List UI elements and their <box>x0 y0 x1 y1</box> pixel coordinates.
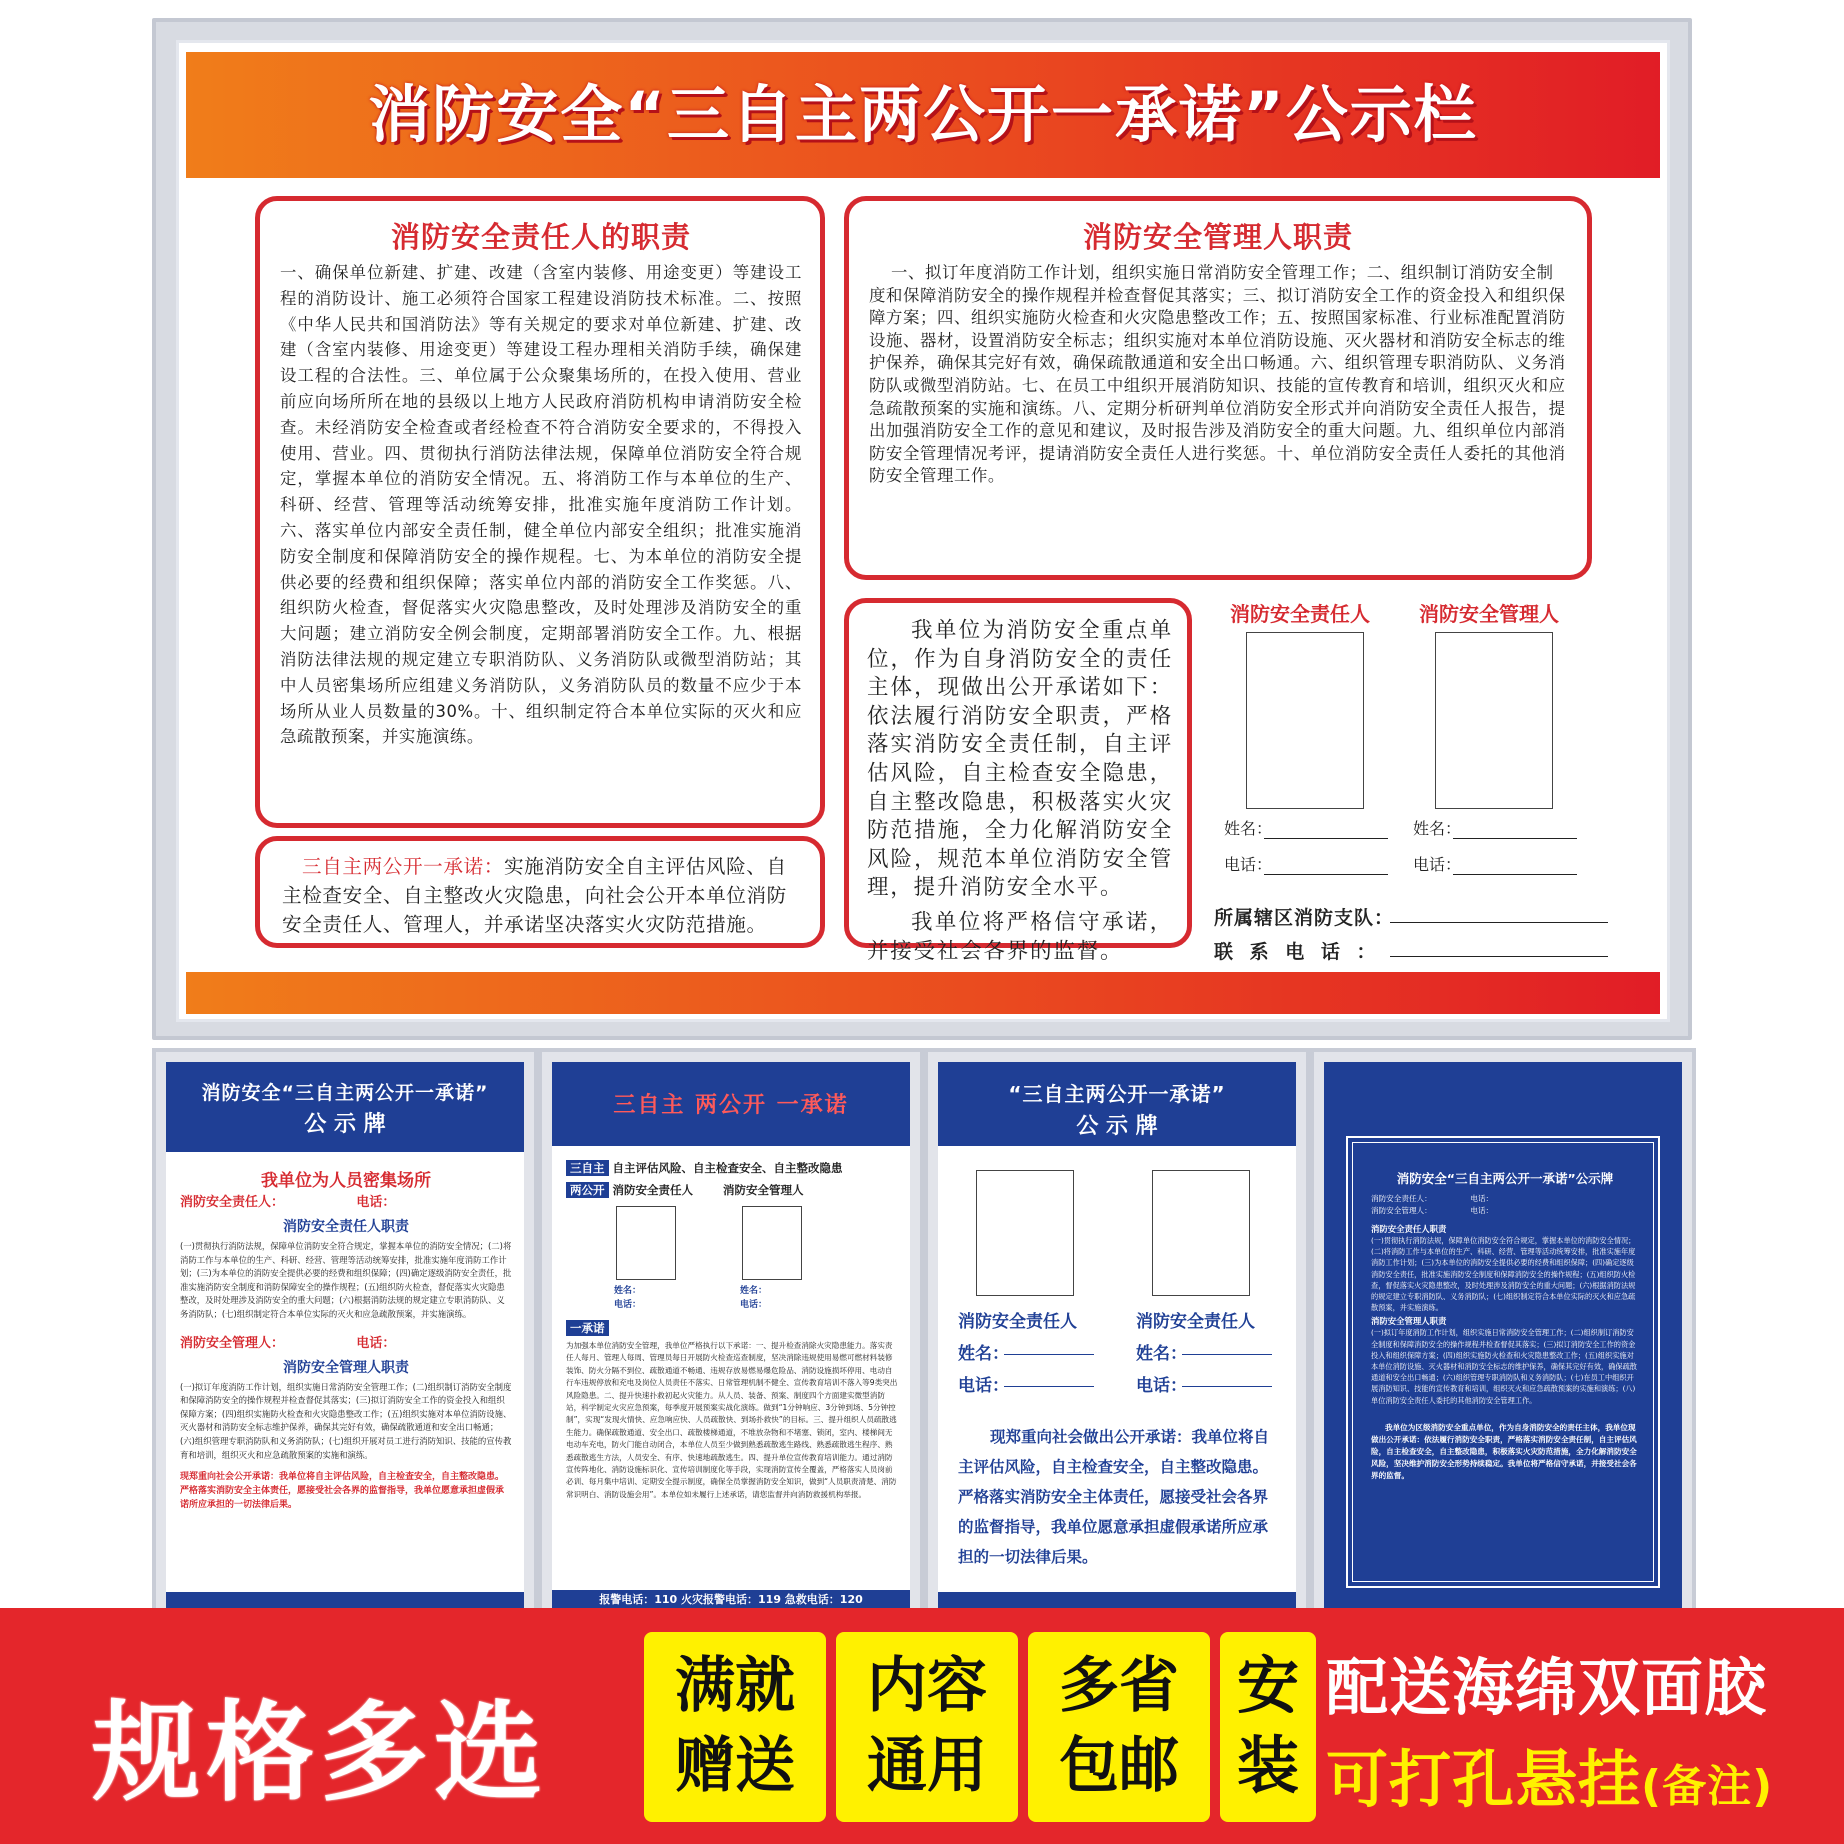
board-2-footer: 报警电话：110 火灾报警电话：119 急救电话：120 <box>552 1590 910 1610</box>
board-1-inner <box>166 1062 524 1610</box>
banner-left-text: 规格多选 <box>92 1691 549 1816</box>
board-3-name-line-b[interactable] <box>1182 1354 1272 1355</box>
board-1-title1: 消防安全“三自主两公开一承诺” <box>201 1082 489 1104</box>
responsible-person-label: 消防安全责任人 <box>1230 602 1370 626</box>
responsible-duties-heading: 消防安全责任人的职责 <box>390 220 691 254</box>
board-2-tag3: 一承诺 <box>566 1320 609 1336</box>
board-4-duty1: 消防安全责任人职责 <box>1371 1224 1447 1234</box>
banner-box-universal <box>836 1632 1018 1822</box>
board-2-phone-b: 电话： <box>740 1300 768 1310</box>
board-2-title: 三自主 两公开 一承诺 <box>552 1062 910 1146</box>
board-1-promise: 现郑重向社会公开承诺：我单位将自主评估风险，自主检查安全，自主整改隐患。严格落实消防安全主体责任，愿接受社会各界的监督指导，我单位愿意承担虚假承诺所应承担的一切法律后果。 <box>180 1472 505 1511</box>
banner-right-line1: 配送海绵双面胶 <box>1326 1651 1768 1724</box>
board-3-label-b: 消防安全责任人 <box>1136 1312 1255 1332</box>
board-2 <box>538 1048 924 1614</box>
manager-name-line[interactable] <box>1453 838 1577 839</box>
banner-right-line2 <box>1326 1730 1773 1819</box>
board-4-title: 消防安全“三自主两公开一承诺”公示牌 <box>1396 1171 1614 1186</box>
banner-box-shipping-line2: 包邮 <box>1059 1731 1179 1801</box>
banner-box-gift-line1: 满就 <box>675 1651 795 1721</box>
board-4-resp: 消防安全责任人： 电话： <box>1371 1194 1494 1203</box>
contact-label: 联 系 电 话 ： <box>1214 941 1377 963</box>
banner-box-gift-line2: 赠送 <box>675 1731 795 1801</box>
board-2-name-a: 姓名： <box>614 1286 642 1296</box>
board-3-phone-line-a[interactable] <box>1004 1386 1094 1387</box>
board-3-header <box>938 1062 1296 1146</box>
banner-box-gift <box>644 1632 826 1822</box>
board-1-resp-line: 消防安全责任人： 电话： <box>180 1195 396 1210</box>
board-1-mgr-text: (一)拟订年度消防工作计划，组织实施日常消防安全管理工作；(二)组织制订消防安全制度和保障消防安全的操作规程并检查督促其落实；(三)拟订消防安全工作的资金投入和组织保障方案；(四)组织实施防火检查和火灾隐患整改工作；(五)组织实施对本单位消防设施、灭火器材和消防安全标志维护保养，确保其完好有效，确保疏散通道和安全出口畅通；(六)组织管理专职消防队和义务消防队；(七)组织开展对员工进行消防知识、技能的宣传教育和培训，组织灭火和应急疏散预案的实施和演练。 <box>180 1381 512 1460</box>
brigade-line[interactable] <box>1390 922 1608 923</box>
responsible-name-label: 姓名： <box>1224 819 1273 838</box>
board-1-title2: 公 示 牌 <box>304 1112 386 1137</box>
board-1 <box>152 1048 538 1614</box>
board-2-mgr: 消防安全管理人 <box>723 1183 804 1197</box>
banner-box-install-line1: 安 <box>1236 1649 1299 1722</box>
board-2-photo-b <box>742 1206 802 1280</box>
board-1-resp-duty: 消防安全责任人职责 <box>283 1219 409 1235</box>
board-4-border <box>1346 1136 1660 1588</box>
board-3-phone-a: 电话： <box>958 1376 1009 1396</box>
board-4-text1: (一)贯彻执行消防法规，保障单位消防安全符合规定，掌握本单位的消防安全情况；(二)将消防工作与本单位的生产、科研、经营、管理等活动统筹安排，批准实施年度消防工作计划；(三)为本单位的消防安全提供必要的经费和组织保障；(四)确定逐级消防安全责任，批准实施消防安全制度和保障消防安全的操作规程；(五)组织防火检查，督促落实火灾隐患整改，及时处理涉及消防安全的重大问题；(六)根据消防法规的规定建立专职消防队、义务消防队；(七)组织制定符合本单位实际的灭火和应急疏散预案，并实施演练。 <box>1371 1236 1636 1313</box>
board-4-text2: (一)拟订年度消防工作计划，组织实施日常消防安全管理工作；(二)组织制订消防安全制度和保障消防安全的操作规程并检查督促其落实；(三)拟订消防安全工作的资金投入和组织保障方案；(四)组织实施防火检查和火灾隐患整改工作；(五)组织实施对本单位消防设施、灭火器材和消防安全标志的维护保养，确保其完好有效，确保疏散通道和安全出口畅通；(六)组织管理专职消防队和义务消防队；(七)在员工中组织开展消防知识、技能的宣传教育和培训，组织灭火和应急疏散预案的实施和演练；(八)单位消防安全责任人委托的其他消防安全管理工作。 <box>1371 1328 1637 1405</box>
board-4-inner <box>1324 1062 1682 1610</box>
board-1-resp-text: (一)贯彻执行消防法规，保障单位消防安全符合规定，掌握本单位的消防安全情况；(二)将消防工作与本单位的生产、科研、经营、管理等活动统筹安排，批准实施年度消防工作计划；(三)为本单位的消防安全提供必要的经费和组织保障；(四)确定逐级消防安全责任，批准实施消防安全制度和消防保障安全的操作规程；(五)组织防火检查，督促落实火灾隐患整改，及时处理涉及消防安全的重大问题；(六)根据消防法规的规定建立专职消防队、义务消防队；(七)组织制定符合本单位实际的灭火和应急疏散预案，并实施演练。 <box>180 1241 512 1319</box>
main-title-bar <box>186 52 1660 178</box>
board-3-name-a: 姓名： <box>958 1344 1009 1364</box>
board-2-inner <box>552 1062 910 1610</box>
manager-duties-box <box>844 196 1592 580</box>
promise-text <box>282 853 802 939</box>
board-2-line1: 自主评估风险、自主检查安全、自主整改隐患 <box>612 1161 843 1175</box>
main-title: 消防安全“三自主两公开一承诺”公示栏 <box>368 78 1478 151</box>
board-3-title1: “三自主两公开一承诺” <box>1008 1082 1226 1106</box>
board-2-photo-a <box>616 1206 676 1280</box>
board-2-name-b: 姓名： <box>740 1286 768 1296</box>
board-4-promise: 我单位为区级消防安全重点单位，作为自身消防安全的责任主体，我单位现做出公开承诺：依法履行消防安全职责，严格落实消防安全责任制，自主评估风险，自主检查安全，自主整改隐患，积极落实火灾防范措施，全力化解消防安全风险，坚决维护消防安全形势持续稳定。我单位将严格信守承诺，并接受社会各界的监督。 <box>1371 1422 1637 1480</box>
banner-right-line2-note: (备注) <box>1641 1761 1774 1812</box>
board-1-sub: 我单位为人员密集场所 <box>261 1171 431 1191</box>
responsible-phone-line[interactable] <box>1264 874 1388 875</box>
board-2-text: 为加强本单位消防安全管理，我单位严格执行以下承诺：一、提升检查消除火灾隐患能力。落实责任人每月、管理人每周、管理员每日开展防火检查巡查制度，坚决消除违规使用易燃可燃材料装修装饰、防火分隔不到位、疏散通道不畅通、违规存放易燃易爆危险品、消防设施损坏停用、电动自行车违规停放和充电及岗位人员责任不落实、日常管理机制不健全、宣传教育培训不落入等9类突出风险隐患。二、提升快速扑救初起火灾能力。从人员、装备、预案、制度四个方面建实微型消防站，科学制定火灾应急预案，每季度开展预案实战化演练。做到“1分钟响应、3分钟到场、5分钟控制”，实现“发现火情快、应急响应快、人员疏散快、到场扑救快”的目标。三、提升组织人员疏散逃生能力。确保疏散通道、安全出口、疏散楼梯通道，不堆放杂物和不堵塞、锁闭，室内、楼梯间无电动车充电，防火门能自动闭合，本单位人员至少做到熟悉疏散逃生路线、熟悉疏散逃生程序、熟悉疏散逃生方法，人员安全、有序、快速地疏散逃生。四、提升单位宣传教育培训能力。通过消防宣传阵地化、消防设施标识化、宣传培训制度化等手段，实现消防宣传全覆盖，严格落实人员岗前必训、每月集中培训、定期安全提示制度，确保全员掌握消防安全知识，做到“人员职责清楚、消防常识明白、消防设施会用”。本单位如未履行上述承诺，请您监督并向消防救援机构举报。 <box>566 1341 898 1499</box>
commitment-para1: 我单位为消防安全重点单位，作为自身消防安全的责任主体，现做出公开承诺如下：依法履行消防安全职责，严格落实消防安全责任制，自主评估风险，自主检查安全隐患，自主整改隐患，积极落实火灾防范措施，全力化解消防安全风险，规范本单位消防安全管理，提升消防安全水平。 <box>867 618 1173 901</box>
board-3-name-b: 姓名： <box>1136 1344 1187 1364</box>
banner-box-install-line2: 装 <box>1236 1729 1299 1802</box>
banner-right-line2-main: 可打孔悬挂 <box>1326 1743 1642 1816</box>
board-3-photo-a <box>976 1170 1074 1296</box>
manager-duties-heading: 消防安全管理人职责 <box>1082 220 1353 254</box>
brigade-label: 所属辖区消防支队： <box>1214 907 1395 929</box>
manager-photo-frame <box>1435 632 1553 809</box>
main-bottom-bar <box>186 972 1660 1014</box>
manager-name-label: 姓名： <box>1413 819 1462 838</box>
manager-duties-text: 一、拟订年度消防工作计划，组织实施日常消防安全管理工作；二、组织制订消防安全制度和保障消防安全的操作规程并检查督促其落实；三、拟订消防安全工作的资金投入和组织保障方案；四、组织实施防火检查和火灾隐患整改工作；五、按照国家标准、行业标准配置消防设施、器材，设置消防安全标志；组织实施对本单位消防设施、灭火器材和消防安全标志的维护保养，确保其完好有效，确保疏散通道和安全出口畅通。六、组织管理专职消防队、义务消防队或微型消防站。七、在员工中组织开展消防知识、技能的宣传教育和培训，组织灭火和应急疏散预案的实施和演练。八、定期分析研判单位消防安全形式并向消防安全责任人报告，提出加强消防安全工作的意见和建议，及时报告涉及消防安全的重大问题。九、组织单位内部消防安全管理情况考评，提请消防安全责任人进行奖惩。十、单位消防安全责任人委托的其他消防安全管理工作。 <box>869 263 1566 486</box>
banner-box-shipping-line1: 多省 <box>1059 1651 1179 1721</box>
promise-label: 三自主两公开一承诺： <box>302 855 504 878</box>
board-2-phone-a: 电话： <box>614 1300 642 1310</box>
banner-box-universal-line1: 内容 <box>867 1651 987 1721</box>
board-3-title2: 公 示 牌 <box>1076 1114 1158 1139</box>
responsible-duties-text: 一、确保单位新建、扩建、改建（含室内装修、用途变更）等建设工程的消防设计、施工必须符合国家工程建设消防技术标准。二、按照《中华人民共和国消防法》等有关规定的要求对单位新建、扩建、改建（含室内装修、用途变更）等建设工程办理相关消防手续，确保建设工程的合法性。三、单位属于公众聚集场所的，在投入使用、营业前应向场所所在地的县级以上地方人民政府消防机构申请消防安全检查。未经消防安全检查或者经检查不符合消防安全要求的，不得投入使用、营业。四、贯彻执行消防法律法规，保障单位消防安全符合规定，掌握本单位的消防安全情况。五、将消防工作与本单位的生产、科研、经营、管理等活动统筹安排，批准实施年度消防工作计划。六、落实单位内部安全责任制，健全单位内部安全组织；批准实施消防安全制度和保障消防安全的操作规程。七、为本单位的消防安全提供必要的经费和组织保障；落实单位内部的消防安全工作奖惩。八、组织防火检查，督促落实火灾隐患整改，及时处理涉及消防安全的重大问题；建立消防安全例会制度，定期部署消防安全工作。九、根据消防法律法规的规定建立专职消防队、义务消防队或微型消防站；其中人员密集场所应组建义务消防队，义务消防队员的数量不应少于本场所从业人员数量的30%。十、组织制定符合本单位实际的灭火和应急疏散预案，并实施演练。 <box>280 263 802 747</box>
responsible-duties-box <box>255 196 825 828</box>
contact-line[interactable] <box>1390 956 1608 957</box>
promise-body: 实施消防安全自主评估风险、自主检查安全、自主整改火灾隐患，向社会公开本单位消防安全责任人、管理人，并承诺坚决落实火灾防范措施。 <box>282 855 787 936</box>
responsible-name-line[interactable] <box>1264 838 1388 839</box>
board-3-promise: 现郑重向社会做出公开承诺：我单位将自主评估风险，自主检查安全，自主整改隐患。严格落实消防安全主体责任，愿接受社会各界的监督指导，我单位愿意承担虚假承诺所应承担的一切法律后果。 <box>958 1428 1270 1566</box>
board-3-label-a: 消防安全责任人 <box>958 1312 1077 1332</box>
board-4-mgr: 消防安全管理人： 电话： <box>1371 1206 1494 1215</box>
board-3-name-line-a[interactable] <box>1004 1354 1094 1355</box>
banner-box-universal-line2: 通用 <box>867 1731 987 1801</box>
board-1-mgr-duty: 消防安全管理人职责 <box>283 1359 409 1376</box>
board-4-duty2: 消防安全管理人职责 <box>1371 1316 1447 1327</box>
board-2-tag2: 两公开 <box>566 1182 609 1198</box>
board-3 <box>924 1048 1310 1614</box>
promise-box <box>255 836 825 948</box>
responsible-phone-label: 电话： <box>1224 855 1273 874</box>
board-2-tag1: 三自主 <box>566 1160 609 1176</box>
board-1-mgr-line: 消防安全管理人： 电话： <box>180 1335 396 1351</box>
board-3-phone-b: 电话： <box>1136 1376 1187 1396</box>
manager-person-label: 消防安全管理人 <box>1419 602 1559 626</box>
manager-phone-label: 电话： <box>1413 855 1462 874</box>
commitment-para2: 我单位将严格信守承诺，并接受社会各界的监督。 <box>867 909 1173 964</box>
board-1-header <box>166 1062 524 1152</box>
board-2-resp: 消防安全责任人 <box>612 1183 694 1197</box>
banner-box-shipping <box>1028 1632 1210 1822</box>
board-3-photo-b <box>1152 1170 1250 1296</box>
board-3-phone-line-b[interactable] <box>1182 1386 1272 1387</box>
manager-phone-line[interactable] <box>1453 874 1577 875</box>
board-4 <box>1310 1048 1696 1614</box>
board-3-inner <box>938 1062 1296 1610</box>
commitment-box <box>844 598 1192 964</box>
responsible-photo-frame <box>1246 632 1364 809</box>
banner-box-install <box>1220 1632 1316 1822</box>
